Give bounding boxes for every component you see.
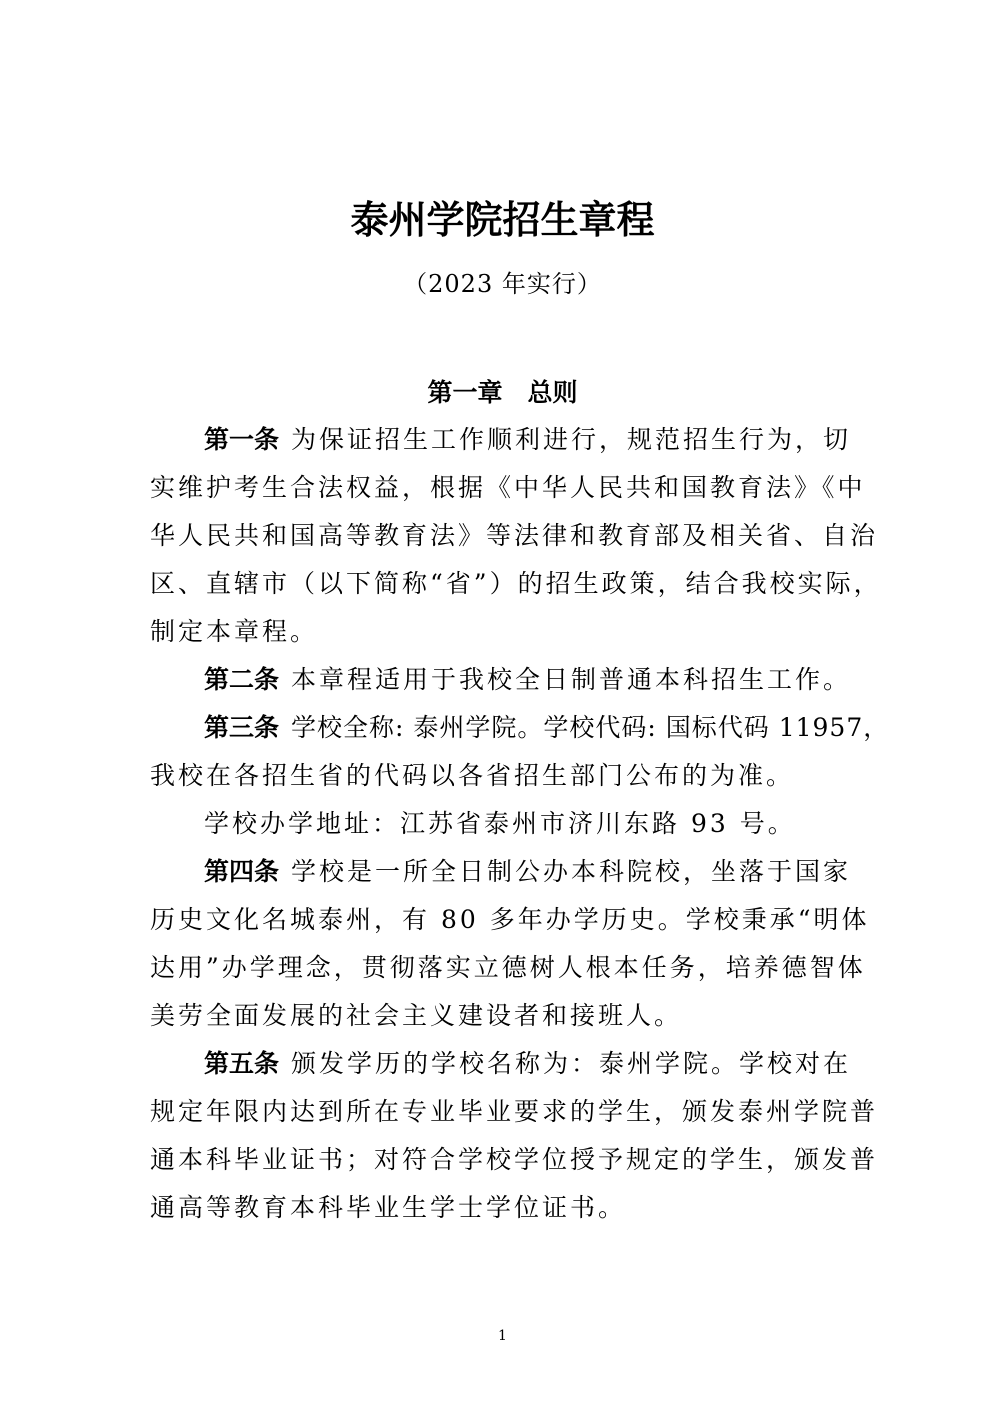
- article-1-line-3: 华人民共和国高等教育法》等法律和教育部及相关省、自治: [150, 521, 879, 550]
- article-text: 学校全称: 泰州学院。学校代码: 国标代码 11957，: [291, 713, 890, 742]
- article-1-label: 第一条: [204, 425, 280, 454]
- article-3-label: 第三条: [204, 713, 280, 742]
- article-text: 颁发学历的学校名称为：泰州学院。学校对在: [291, 1049, 852, 1078]
- article-3-address: 学校办学地址：江苏省泰州市济川东路 93 号。: [204, 809, 796, 838]
- article-4-line-2: 历史文化名城泰州，有 80 多年办学历史。学校秉承“明体: [150, 905, 870, 934]
- article-text: 为保证招生工作顺利进行，规范招生行为，切: [291, 425, 852, 454]
- article-1-line-5: 制定本章程。: [150, 617, 319, 646]
- page-number: 1: [498, 1328, 507, 1344]
- article-5-line-4: 通高等教育本科毕业生学士学位证书。: [150, 1193, 627, 1222]
- article-text: 学校是一所全日制公办本科院校，坐落于国家: [291, 857, 852, 886]
- article-4-line-3: 达用”办学理念，贯彻落实立德树人根本任务，培养德智体: [150, 953, 866, 982]
- article-2-line-1: [204, 660, 914, 700]
- article-2-label: 第二条: [204, 665, 280, 694]
- article-5-line-3: 通本科毕业证书；对符合学校学位授予规定的学生，颁发普: [150, 1145, 879, 1174]
- article-4-line-1: [204, 852, 914, 892]
- article-3-line-2: 我校在各招生省的代码以各省招生部门公布的为准。: [150, 761, 795, 790]
- article-1-line-1: [204, 420, 914, 460]
- article-4-line-4: 美劳全面发展的社会主义建设者和接班人。: [150, 1001, 683, 1030]
- article-text: 本章程适用于我校全日制普通本科招生工作。: [291, 665, 852, 694]
- article-3-line-1: [204, 708, 914, 748]
- document-title: 泰州学院招生章程: [350, 197, 655, 242]
- article-5-line-1: [204, 1044, 914, 1084]
- document-subtitle: （2023 年实行）: [403, 270, 602, 298]
- article-1-line-4: 区、直辖市（以下简称“省”）的招生政策，结合我校实际，: [150, 569, 882, 598]
- chapter-heading: 第一章 总则: [427, 378, 578, 407]
- article-5-line-2: 规定年限内达到所在专业毕业要求的学生，颁发泰州学院普: [150, 1097, 879, 1126]
- article-5-label: 第五条: [204, 1049, 280, 1078]
- article-4-label: 第四条: [204, 857, 280, 886]
- article-1-line-2: 实维护考生合法权益，根据《中华人民共和国教育法》《中: [150, 473, 866, 502]
